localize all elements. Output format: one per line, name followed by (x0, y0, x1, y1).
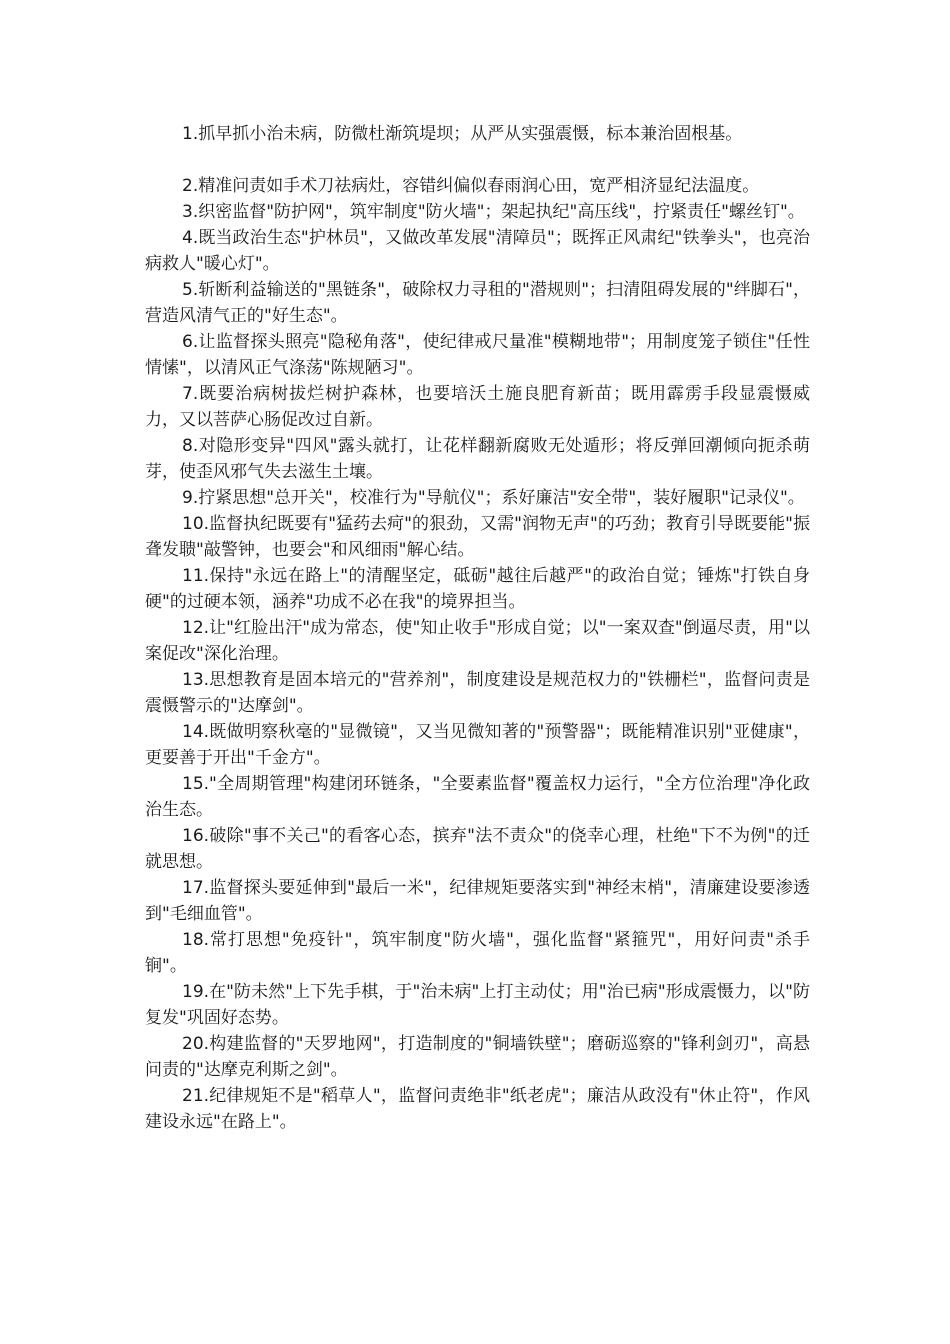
paragraph-10: 10.监督执纪既要有"猛药去疴"的狠劲，又需"润物无声"的巧劲；教育引导既要能"振聋发聩"敲警钟，也要会"和风细雨"解心结。 (145, 514, 810, 560)
paragraph-13: 13.思想教育是固本培元的"营养剂"，制度建设是规范权力的"铁栅栏"，监督问责是震慑警示的"达摩剑"。 (145, 670, 810, 716)
paragraph-17: 17.监督探头要延伸到"最后一米"，纪律规矩要落实到"神经末梢"，清廉建设要渗透到"毛细血管"。 (145, 878, 810, 924)
paragraph-20: 20.构建监督的"天罗地网"，打造制度的"铜墙铁壁"；磨砺巡察的"锋利剑刃"，高悬问责的"达摩克利斯之剑"。 (145, 1034, 810, 1080)
paragraph-21: 21.纪律规矩不是"稻草人"，监督问责绝非"纸老虎"；廉洁从政没有"休止符"，作风建设永远"在路上"。 (145, 1086, 810, 1132)
paragraph-8: 8.对隐形变异"四风"露头就打，让花样翻新腐败无处遁形；将反弹回潮倾向扼杀萌芽，使歪风邪气失去滋生土壤。 (145, 436, 810, 482)
paragraph-2: 2.精准问责如手术刀祛病灶，容错纠偏似春雨润心田，宽严相济显纪法温度。 (182, 176, 760, 196)
paragraph-15: 15."全周期管理"构建闭环链条，"全要素监督"覆盖权力运行，"全方位治理"净化政治生态。 (145, 774, 810, 820)
paragraph-18: 18.常打思想"免疫针"，筑牢制度"防火墙"，强化监督"紧箍咒"，用好问责"杀手锏"。 (145, 930, 810, 976)
paragraph-7: 7.既要治病树拔烂树护森林，也要培沃土施良肥育新苗；既用霹雳手段显震慑威力，又以菩萨心肠促改过自新。 (145, 384, 810, 430)
paragraph-9: 9.拧紧思想"总开关"，校准行为"导航仪"；系好廉洁"安全带"，装好履职"记录仪"。 (182, 488, 805, 508)
paragraph-6: 6.让监督探头照亮"隐秘角落"，使纪律戒尺量准"模糊地带"；用制度笼子锁住"任性情愫"，以清风正气涤荡"陈规陋习"。 (145, 332, 810, 378)
paragraph-14: 14.既做明察秋毫的"显微镜"，又当见微知著的"预警器"；既能精准识别"亚健康"，更要善于开出"千金方"。 (145, 722, 810, 768)
paragraph-1: 1.抓早抓小治未病，防微杜渐筑堤坝；从严从实强震慑，标本兼治固根基。 (182, 124, 743, 144)
paragraph-3: 3.织密监督"防护网"，筑牢制度"防火墙"；架起执纪"高压线"，拧紧责任"螺丝钉"。 (182, 202, 805, 222)
paragraph-19: 19.在"防未然"上下先手棋，于"治未病"上打主动仗；用"治已病"形成震慑力，以"防复发"巩固好态势。 (145, 982, 810, 1028)
paragraph-4: 4.既当政治生态"护林员"，又做改革发展"清障员"；既挥正风肃纪"铁拳头"，也亮治病救人"暖心灯"。 (145, 228, 810, 274)
paragraph-16: 16.破除"事不关己"的看客心态，摈弃"法不责众"的侥幸心理，杜绝"下不为例"的迁就思想。 (145, 826, 810, 872)
paragraph-5: 5.斩断利益输送的"黑链条"，破除权力寻租的"潜规则"；扫清阻碍发展的"绊脚石"，营造风清气正的"好生态"。 (145, 280, 810, 326)
document-body (145, 121, 810, 1135)
paragraph-12: 12.让"红脸出汗"成为常态，使"知止收手"形成自觉；以"一案双查"倒逼尽责，用"以案促改"深化治理。 (145, 618, 810, 664)
paragraph-11: 11.保持"永远在路上"的清醒坚定，砥砺"越往后越严"的政治自觉；锤炼"打铁自身硬"的过硬本领，涵养"功成不必在我"的境界担当。 (145, 566, 810, 612)
